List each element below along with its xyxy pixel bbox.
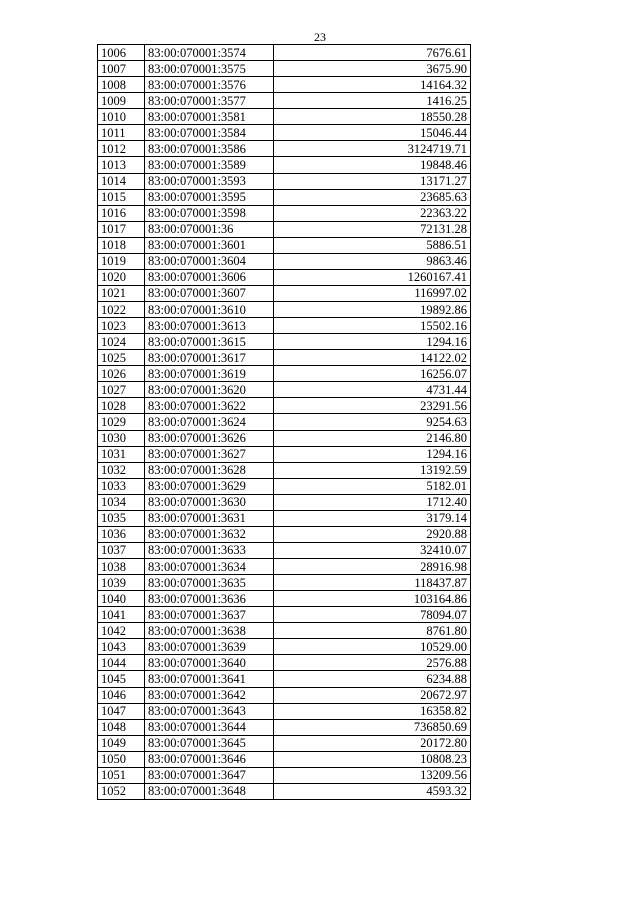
table-row	[98, 109, 471, 125]
table-row	[98, 767, 471, 783]
row-number: 1044	[98, 655, 145, 671]
cadastral-number: 83:00:070001:3639	[145, 639, 274, 655]
cadastral-number: 83:00:070001:3638	[145, 623, 274, 639]
cadastral-number: 83:00:070001:3647	[145, 767, 274, 783]
cadastral-value: 1294.16	[274, 446, 471, 462]
cadastral-number: 83:00:070001:3633	[145, 542, 274, 558]
table-row	[98, 430, 471, 446]
row-number: 1038	[98, 559, 145, 575]
cadastral-number: 83:00:070001:3641	[145, 671, 274, 687]
row-number: 1037	[98, 542, 145, 558]
cadastral-number: 83:00:070001:3589	[145, 157, 274, 173]
cadastral-value: 5886.51	[274, 237, 471, 253]
table-row	[98, 719, 471, 735]
cadastral-number: 83:00:070001:3637	[145, 607, 274, 623]
cadastral-value: 22363.22	[274, 205, 471, 221]
table-row	[98, 703, 471, 719]
table-row	[98, 687, 471, 703]
row-number: 1007	[98, 61, 145, 77]
row-number: 1031	[98, 446, 145, 462]
row-number: 1006	[98, 45, 145, 61]
cadastral-number: 83:00:070001:3645	[145, 735, 274, 751]
cadastral-value: 72131.28	[274, 221, 471, 237]
row-number: 1042	[98, 623, 145, 639]
cadastral-value: 2576.88	[274, 655, 471, 671]
table-row	[98, 173, 471, 189]
cadastral-number: 83:00:070001:3574	[145, 45, 274, 61]
cadastral-number: 83:00:070001:3595	[145, 189, 274, 205]
cadastral-value: 736850.69	[274, 719, 471, 735]
table-row	[98, 318, 471, 334]
table-row	[98, 366, 471, 382]
cadastral-value: 23685.63	[274, 189, 471, 205]
row-number: 1049	[98, 735, 145, 751]
row-number: 1019	[98, 253, 145, 269]
cadastral-number: 83:00:070001:3610	[145, 302, 274, 318]
table-row	[98, 526, 471, 542]
cadastral-value: 1260167.41	[274, 269, 471, 285]
row-number: 1020	[98, 269, 145, 285]
row-number: 1010	[98, 109, 145, 125]
cadastral-value: 116997.02	[274, 285, 471, 301]
row-number: 1022	[98, 302, 145, 318]
row-number: 1014	[98, 173, 145, 189]
row-number: 1018	[98, 237, 145, 253]
table-row	[98, 141, 471, 157]
cadastral-value: 3675.90	[274, 61, 471, 77]
cadastral-number: 83:00:070001:3646	[145, 751, 274, 767]
cadastral-number: 83:00:070001:3619	[145, 366, 274, 382]
cadastral-number: 83:00:070001:3635	[145, 575, 274, 591]
cadastral-value: 15046.44	[274, 125, 471, 141]
cadastral-value: 20672.97	[274, 687, 471, 703]
row-number: 1015	[98, 189, 145, 205]
row-number: 1036	[98, 526, 145, 542]
cadastral-value: 23291.56	[274, 398, 471, 414]
cadastral-value: 15502.16	[274, 318, 471, 334]
cadastral-number: 83:00:070001:3632	[145, 526, 274, 542]
table-row	[98, 623, 471, 639]
row-number: 1009	[98, 93, 145, 109]
table-row	[98, 462, 471, 478]
cadastral-value: 10808.23	[274, 751, 471, 767]
row-number: 1027	[98, 382, 145, 398]
table-row	[98, 125, 471, 141]
cadastral-number: 83:00:070001:3643	[145, 703, 274, 719]
row-number: 1050	[98, 751, 145, 767]
cadastral-value: 2146.80	[274, 430, 471, 446]
row-number: 1025	[98, 350, 145, 366]
row-number: 1040	[98, 591, 145, 607]
row-number: 1021	[98, 285, 145, 301]
cadastral-number: 83:00:070001:3627	[145, 446, 274, 462]
cadastral-number: 83:00:070001:3615	[145, 334, 274, 350]
table-row	[98, 542, 471, 558]
table-row	[98, 157, 471, 173]
cadastral-value: 14164.32	[274, 77, 471, 93]
cadastral-number: 83:00:070001:3631	[145, 510, 274, 526]
cadastral-value: 7676.61	[274, 45, 471, 61]
table-row	[98, 205, 471, 221]
cadastral-value: 103164.86	[274, 591, 471, 607]
cadastral-value: 4731.44	[274, 382, 471, 398]
cadastral-number: 83:00:070001:3606	[145, 269, 274, 285]
table-row	[98, 559, 471, 575]
cadastral-value: 28916.98	[274, 559, 471, 575]
cadastral-number: 83:00:070001:3644	[145, 719, 274, 735]
cadastral-number: 83:00:070001:3628	[145, 462, 274, 478]
table-row	[98, 639, 471, 655]
table-row	[98, 671, 471, 687]
cadastral-number: 83:00:070001:3622	[145, 398, 274, 414]
cadastral-value: 16358.82	[274, 703, 471, 719]
cadastral-number: 83:00:070001:3620	[145, 382, 274, 398]
row-number: 1034	[98, 494, 145, 510]
cadastral-value: 13171.27	[274, 173, 471, 189]
cadastral-value: 78094.07	[274, 607, 471, 623]
table-row	[98, 510, 471, 526]
table-row	[98, 382, 471, 398]
cadastral-value: 6234.88	[274, 671, 471, 687]
table-row	[98, 478, 471, 494]
row-number: 1043	[98, 639, 145, 655]
cadastral-value: 1294.16	[274, 334, 471, 350]
cadastral-number: 83:00:070001:3642	[145, 687, 274, 703]
cadastral-number: 83:00:070001:3629	[145, 478, 274, 494]
table-row	[98, 285, 471, 301]
table-row	[98, 189, 471, 205]
row-number: 1011	[98, 125, 145, 141]
cadastral-value: 3179.14	[274, 510, 471, 526]
cadastral-number: 83:00:070001:3648	[145, 783, 274, 799]
row-number: 1023	[98, 318, 145, 334]
cadastral-number: 83:00:070001:3575	[145, 61, 274, 77]
table-row	[98, 751, 471, 767]
table-row	[98, 221, 471, 237]
table-row	[98, 414, 471, 430]
cadastral-value: 2920.88	[274, 526, 471, 542]
cadastral-number: 83:00:070001:3581	[145, 109, 274, 125]
row-number: 1047	[98, 703, 145, 719]
table-row	[98, 398, 471, 414]
cadastral-table	[97, 44, 471, 800]
table-row	[98, 655, 471, 671]
row-number: 1028	[98, 398, 145, 414]
cadastral-number: 83:00:070001:3607	[145, 285, 274, 301]
page-number: 23	[314, 30, 326, 44]
row-number: 1041	[98, 607, 145, 623]
cadastral-value: 18550.28	[274, 109, 471, 125]
row-number: 1016	[98, 205, 145, 221]
table-row	[98, 61, 471, 77]
row-number: 1008	[98, 77, 145, 93]
cadastral-number: 83:00:070001:3613	[145, 318, 274, 334]
cadastral-value: 10529.00	[274, 639, 471, 655]
cadastral-value: 20172.80	[274, 735, 471, 751]
row-number: 1033	[98, 478, 145, 494]
table-row	[98, 253, 471, 269]
table-row	[98, 45, 471, 61]
row-number: 1029	[98, 414, 145, 430]
row-number: 1048	[98, 719, 145, 735]
table-row	[98, 302, 471, 318]
table-row	[98, 446, 471, 462]
table-row	[98, 350, 471, 366]
table-row	[98, 575, 471, 591]
cadastral-value: 8761.80	[274, 623, 471, 639]
cadastral-number: 83:00:070001:3636	[145, 591, 274, 607]
cadastral-value: 13209.56	[274, 767, 471, 783]
cadastral-number: 83:00:070001:3584	[145, 125, 274, 141]
table-row	[98, 77, 471, 93]
row-number: 1017	[98, 221, 145, 237]
table-body	[98, 45, 471, 800]
row-number: 1045	[98, 671, 145, 687]
cadastral-value: 5182.01	[274, 478, 471, 494]
row-number: 1012	[98, 141, 145, 157]
cadastral-value: 19892.86	[274, 302, 471, 318]
table-row	[98, 783, 471, 799]
cadastral-value: 13192.59	[274, 462, 471, 478]
cadastral-value: 9863.46	[274, 253, 471, 269]
row-number: 1024	[98, 334, 145, 350]
cadastral-number: 83:00:070001:3586	[145, 141, 274, 157]
table-row	[98, 607, 471, 623]
row-number: 1026	[98, 366, 145, 382]
cadastral-number: 83:00:070001:36	[145, 221, 274, 237]
cadastral-value: 118437.87	[274, 575, 471, 591]
row-number: 1052	[98, 783, 145, 799]
cadastral-value: 9254.63	[274, 414, 471, 430]
cadastral-number: 83:00:070001:3598	[145, 205, 274, 221]
table-row	[98, 237, 471, 253]
table-row	[98, 735, 471, 751]
cadastral-value: 4593.32	[274, 783, 471, 799]
cadastral-number: 83:00:070001:3630	[145, 494, 274, 510]
cadastral-number: 83:00:070001:3640	[145, 655, 274, 671]
cadastral-value: 1416.25	[274, 93, 471, 109]
table-row	[98, 93, 471, 109]
table-row	[98, 494, 471, 510]
row-number: 1032	[98, 462, 145, 478]
cadastral-number: 83:00:070001:3626	[145, 430, 274, 446]
cadastral-number: 83:00:070001:3593	[145, 173, 274, 189]
cadastral-number: 83:00:070001:3624	[145, 414, 274, 430]
table-row	[98, 334, 471, 350]
cadastral-number: 83:00:070001:3577	[145, 93, 274, 109]
cadastral-value: 3124719.71	[274, 141, 471, 157]
cadastral-value: 1712.40	[274, 494, 471, 510]
row-number: 1035	[98, 510, 145, 526]
cadastral-number: 83:00:070001:3601	[145, 237, 274, 253]
row-number: 1013	[98, 157, 145, 173]
cadastral-number: 83:00:070001:3634	[145, 559, 274, 575]
row-number: 1051	[98, 767, 145, 783]
cadastral-number: 83:00:070001:3617	[145, 350, 274, 366]
table-row	[98, 269, 471, 285]
cadastral-value: 32410.07	[274, 542, 471, 558]
row-number: 1039	[98, 575, 145, 591]
cadastral-value: 19848.46	[274, 157, 471, 173]
row-number: 1046	[98, 687, 145, 703]
cadastral-value: 14122.02	[274, 350, 471, 366]
cadastral-number: 83:00:070001:3604	[145, 253, 274, 269]
cadastral-number: 83:00:070001:3576	[145, 77, 274, 93]
row-number: 1030	[98, 430, 145, 446]
cadastral-value: 16256.07	[274, 366, 471, 382]
table-row	[98, 591, 471, 607]
